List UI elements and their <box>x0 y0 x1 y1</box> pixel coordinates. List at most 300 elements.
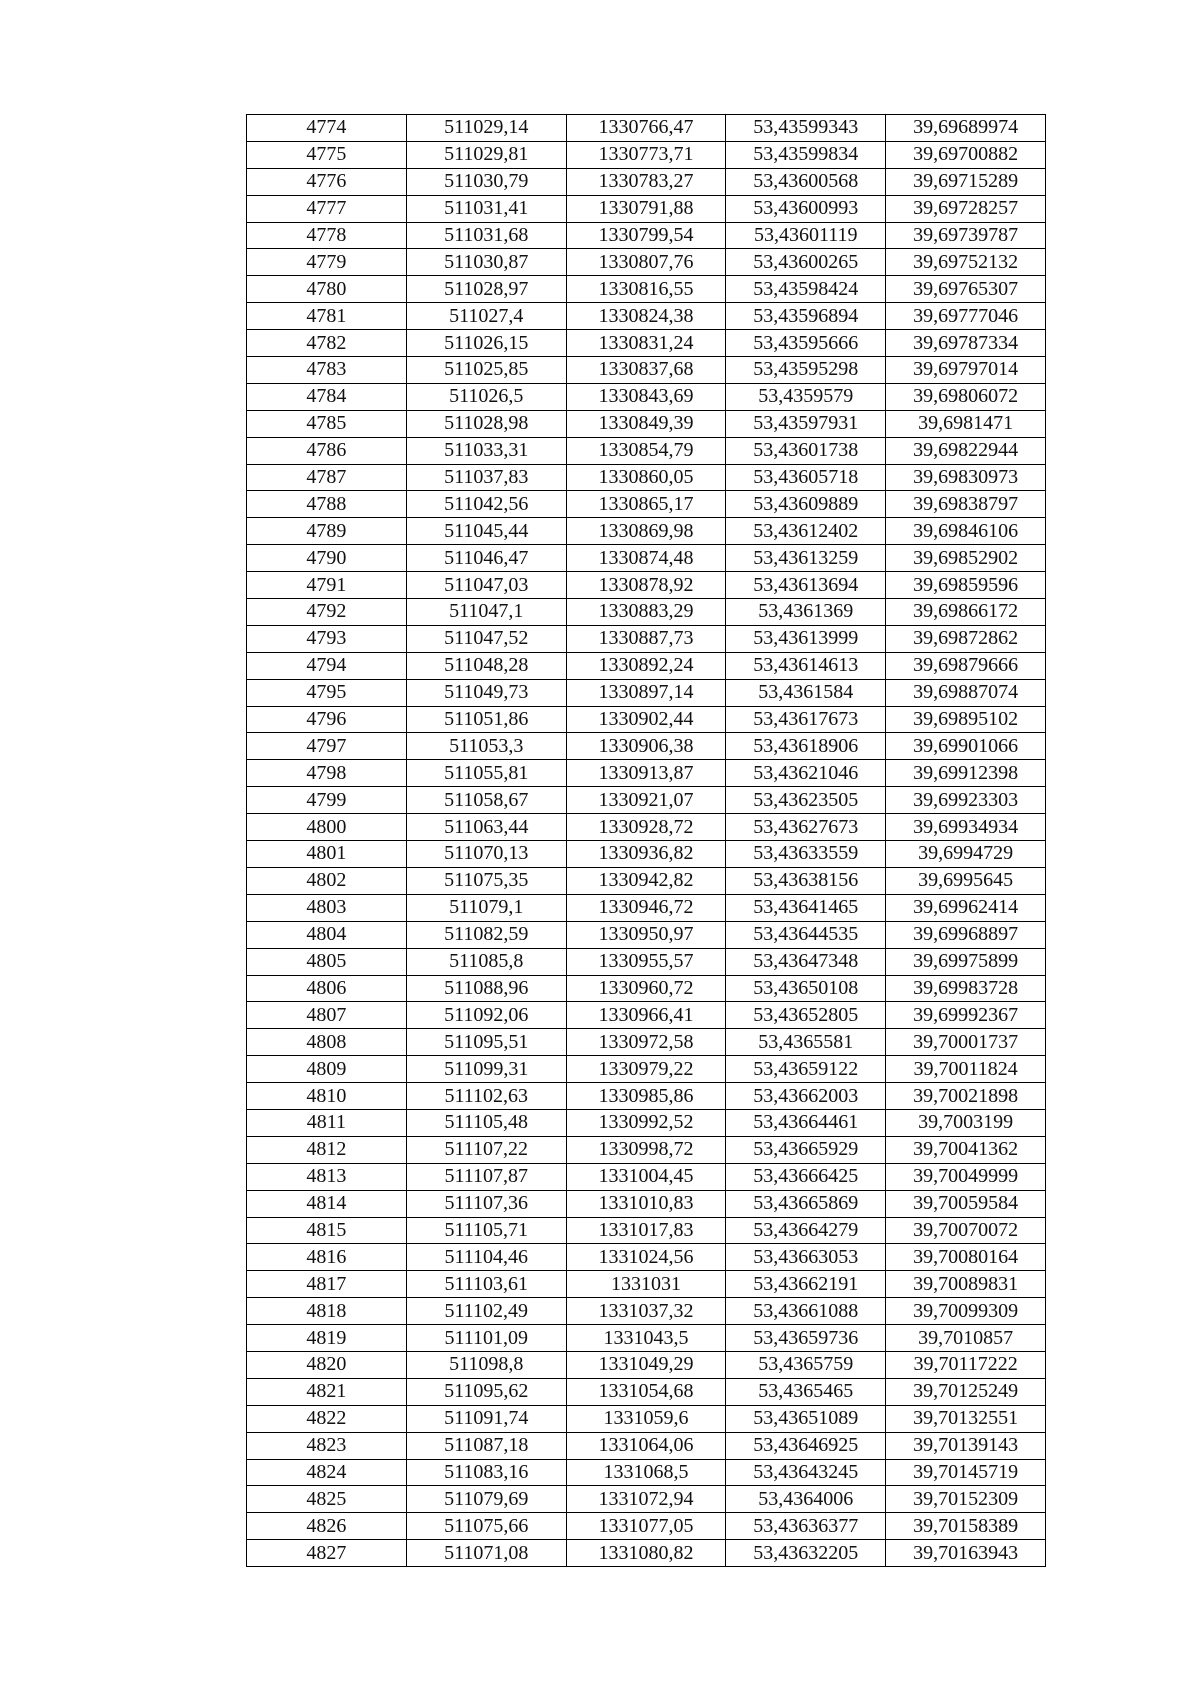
point-number-cell: 4796 <box>247 706 407 733</box>
longitude-cell: 39,69859596 <box>886 572 1046 599</box>
latitude-cell: 53,43613694 <box>726 572 886 599</box>
point-number-cell: 4824 <box>247 1459 407 1486</box>
latitude-cell: 53,43651089 <box>726 1405 886 1432</box>
x-coordinate-cell: 511033,31 <box>406 437 566 464</box>
longitude-cell: 39,69852902 <box>886 545 1046 572</box>
table-row <box>247 1083 1046 1110</box>
point-number-cell: 4790 <box>247 545 407 572</box>
x-coordinate-cell: 511028,98 <box>406 410 566 437</box>
x-coordinate-cell: 511037,83 <box>406 464 566 491</box>
x-coordinate-cell: 511104,46 <box>406 1244 566 1271</box>
y-coordinate-cell: 1330966,41 <box>566 1002 726 1029</box>
point-number-cell: 4794 <box>247 652 407 679</box>
point-number-cell: 4818 <box>247 1298 407 1325</box>
point-number-cell: 4789 <box>247 518 407 545</box>
y-coordinate-cell: 1331031 <box>566 1271 726 1298</box>
table-row <box>247 1432 1046 1459</box>
x-coordinate-cell: 511101,09 <box>406 1325 566 1352</box>
table-row <box>247 276 1046 303</box>
y-coordinate-cell: 1330816,55 <box>566 276 726 303</box>
longitude-cell: 39,69787334 <box>886 330 1046 357</box>
longitude-cell: 39,7010857 <box>886 1325 1046 1352</box>
longitude-cell: 39,69887074 <box>886 679 1046 706</box>
y-coordinate-cell: 1330946,72 <box>566 894 726 921</box>
point-number-cell: 4827 <box>247 1540 407 1567</box>
latitude-cell: 53,43601119 <box>726 222 886 249</box>
table-row <box>247 545 1046 572</box>
longitude-cell: 39,70059584 <box>886 1190 1046 1217</box>
point-number-cell: 4805 <box>247 948 407 975</box>
table-row <box>247 948 1046 975</box>
x-coordinate-cell: 511087,18 <box>406 1432 566 1459</box>
longitude-cell: 39,7003199 <box>886 1109 1046 1136</box>
latitude-cell: 53,43595298 <box>726 357 886 384</box>
latitude-cell: 53,43636377 <box>726 1513 886 1540</box>
table-row <box>247 491 1046 518</box>
x-coordinate-cell: 511099,31 <box>406 1056 566 1083</box>
table-row <box>247 1244 1046 1271</box>
latitude-cell: 53,43617673 <box>726 706 886 733</box>
table-row <box>247 1378 1046 1405</box>
latitude-cell: 53,43618906 <box>726 733 886 760</box>
latitude-cell: 53,43601738 <box>726 437 886 464</box>
y-coordinate-cell: 1330824,38 <box>566 303 726 330</box>
y-coordinate-cell: 1330921,07 <box>566 787 726 814</box>
x-coordinate-cell: 511070,13 <box>406 841 566 868</box>
latitude-cell: 53,4361584 <box>726 679 886 706</box>
table-row <box>247 1405 1046 1432</box>
x-coordinate-cell: 511107,22 <box>406 1136 566 1163</box>
longitude-cell: 39,70080164 <box>886 1244 1046 1271</box>
latitude-cell: 53,4359579 <box>726 383 886 410</box>
table-row <box>247 518 1046 545</box>
x-coordinate-cell: 511045,44 <box>406 518 566 545</box>
point-number-cell: 4775 <box>247 141 407 168</box>
table-row <box>247 1136 1046 1163</box>
x-coordinate-cell: 511026,5 <box>406 383 566 410</box>
point-number-cell: 4780 <box>247 276 407 303</box>
x-coordinate-cell: 511026,15 <box>406 330 566 357</box>
y-coordinate-cell: 1330799,54 <box>566 222 726 249</box>
y-coordinate-cell: 1330902,44 <box>566 706 726 733</box>
y-coordinate-cell: 1331024,56 <box>566 1244 726 1271</box>
x-coordinate-cell: 511082,59 <box>406 921 566 948</box>
longitude-cell: 39,69830973 <box>886 464 1046 491</box>
latitude-cell: 53,43662003 <box>726 1083 886 1110</box>
x-coordinate-cell: 511028,97 <box>406 276 566 303</box>
table-row <box>247 652 1046 679</box>
latitude-cell: 53,43641465 <box>726 894 886 921</box>
latitude-cell: 53,4364006 <box>726 1486 886 1513</box>
y-coordinate-cell: 1330998,72 <box>566 1136 726 1163</box>
latitude-cell: 53,4365465 <box>726 1378 886 1405</box>
point-number-cell: 4784 <box>247 383 407 410</box>
longitude-cell: 39,69872862 <box>886 625 1046 652</box>
y-coordinate-cell: 1330928,72 <box>566 814 726 841</box>
latitude-cell: 53,43664279 <box>726 1217 886 1244</box>
table-row <box>247 921 1046 948</box>
longitude-cell: 39,69715289 <box>886 168 1046 195</box>
point-number-cell: 4793 <box>247 625 407 652</box>
table-row <box>247 141 1046 168</box>
point-number-cell: 4816 <box>247 1244 407 1271</box>
longitude-cell: 39,70125249 <box>886 1378 1046 1405</box>
point-number-cell: 4814 <box>247 1190 407 1217</box>
point-number-cell: 4825 <box>247 1486 407 1513</box>
x-coordinate-cell: 511088,96 <box>406 975 566 1002</box>
x-coordinate-cell: 511105,71 <box>406 1217 566 1244</box>
y-coordinate-cell: 1330860,05 <box>566 464 726 491</box>
point-number-cell: 4807 <box>247 1002 407 1029</box>
longitude-cell: 39,69983728 <box>886 975 1046 1002</box>
y-coordinate-cell: 1330766,47 <box>566 115 726 142</box>
y-coordinate-cell: 1330913,87 <box>566 760 726 787</box>
longitude-cell: 39,69923303 <box>886 787 1046 814</box>
point-number-cell: 4810 <box>247 1083 407 1110</box>
longitude-cell: 39,70132551 <box>886 1405 1046 1432</box>
x-coordinate-cell: 511029,14 <box>406 115 566 142</box>
table-row <box>247 1351 1046 1378</box>
point-number-cell: 4788 <box>247 491 407 518</box>
point-number-cell: 4792 <box>247 599 407 626</box>
longitude-cell: 39,70099309 <box>886 1298 1046 1325</box>
point-number-cell: 4822 <box>247 1405 407 1432</box>
x-coordinate-cell: 511027,4 <box>406 303 566 330</box>
longitude-cell: 39,70139143 <box>886 1432 1046 1459</box>
latitude-cell: 53,4361369 <box>726 599 886 626</box>
longitude-cell: 39,70070072 <box>886 1217 1046 1244</box>
y-coordinate-cell: 1330955,57 <box>566 948 726 975</box>
x-coordinate-cell: 511107,36 <box>406 1190 566 1217</box>
y-coordinate-cell: 1330854,79 <box>566 437 726 464</box>
y-coordinate-cell: 1331080,82 <box>566 1540 726 1567</box>
longitude-cell: 39,69777046 <box>886 303 1046 330</box>
point-number-cell: 4778 <box>247 222 407 249</box>
point-number-cell: 4812 <box>247 1136 407 1163</box>
x-coordinate-cell: 511079,69 <box>406 1486 566 1513</box>
longitude-cell: 39,70001737 <box>886 1029 1046 1056</box>
y-coordinate-cell: 1330942,82 <box>566 867 726 894</box>
y-coordinate-cell: 1331064,06 <box>566 1432 726 1459</box>
point-number-cell: 4804 <box>247 921 407 948</box>
point-number-cell: 4774 <box>247 115 407 142</box>
longitude-cell: 39,69962414 <box>886 894 1046 921</box>
table-row <box>247 1513 1046 1540</box>
point-number-cell: 4782 <box>247 330 407 357</box>
latitude-cell: 53,43599343 <box>726 115 886 142</box>
x-coordinate-cell: 511079,1 <box>406 894 566 921</box>
latitude-cell: 53,43665929 <box>726 1136 886 1163</box>
latitude-cell: 53,43612402 <box>726 518 886 545</box>
longitude-cell: 39,69968897 <box>886 921 1046 948</box>
longitude-cell: 39,69846106 <box>886 518 1046 545</box>
longitude-cell: 39,69866172 <box>886 599 1046 626</box>
table-row <box>247 1271 1046 1298</box>
y-coordinate-cell: 1331068,5 <box>566 1459 726 1486</box>
y-coordinate-cell: 1330807,76 <box>566 249 726 276</box>
point-number-cell: 4801 <box>247 841 407 868</box>
point-number-cell: 4821 <box>247 1378 407 1405</box>
table-row <box>247 572 1046 599</box>
point-number-cell: 4815 <box>247 1217 407 1244</box>
point-number-cell: 4797 <box>247 733 407 760</box>
table-row <box>247 383 1046 410</box>
x-coordinate-cell: 511091,74 <box>406 1405 566 1432</box>
latitude-cell: 53,43599834 <box>726 141 886 168</box>
longitude-cell: 39,70089831 <box>886 1271 1046 1298</box>
x-coordinate-cell: 511047,1 <box>406 599 566 626</box>
x-coordinate-cell: 511098,8 <box>406 1351 566 1378</box>
y-coordinate-cell: 1330883,29 <box>566 599 726 626</box>
point-number-cell: 4811 <box>247 1109 407 1136</box>
x-coordinate-cell: 511102,49 <box>406 1298 566 1325</box>
x-coordinate-cell: 511029,81 <box>406 141 566 168</box>
point-number-cell: 4785 <box>247 410 407 437</box>
table-row <box>247 1056 1046 1083</box>
table-row <box>247 303 1046 330</box>
y-coordinate-cell: 1330831,24 <box>566 330 726 357</box>
latitude-cell: 53,43597931 <box>726 410 886 437</box>
x-coordinate-cell: 511075,35 <box>406 867 566 894</box>
x-coordinate-cell: 511042,56 <box>406 491 566 518</box>
table-row <box>247 437 1046 464</box>
table-row <box>247 841 1046 868</box>
point-number-cell: 4823 <box>247 1432 407 1459</box>
point-number-cell: 4819 <box>247 1325 407 1352</box>
longitude-cell: 39,69895102 <box>886 706 1046 733</box>
longitude-cell: 39,69752132 <box>886 249 1046 276</box>
table-row <box>247 867 1046 894</box>
table-row <box>247 679 1046 706</box>
y-coordinate-cell: 1330887,73 <box>566 625 726 652</box>
latitude-cell: 53,43598424 <box>726 276 886 303</box>
longitude-cell: 39,69689974 <box>886 115 1046 142</box>
latitude-cell: 53,43600265 <box>726 249 886 276</box>
point-number-cell: 4806 <box>247 975 407 1002</box>
y-coordinate-cell: 1330874,48 <box>566 545 726 572</box>
longitude-cell: 39,70163943 <box>886 1540 1046 1567</box>
x-coordinate-cell: 511058,67 <box>406 787 566 814</box>
longitude-cell: 39,69806072 <box>886 383 1046 410</box>
latitude-cell: 53,43613999 <box>726 625 886 652</box>
point-number-cell: 4791 <box>247 572 407 599</box>
point-number-cell: 4808 <box>247 1029 407 1056</box>
longitude-cell: 39,70152309 <box>886 1486 1046 1513</box>
point-number-cell: 4799 <box>247 787 407 814</box>
table-row <box>247 894 1046 921</box>
table-row <box>247 1109 1046 1136</box>
x-coordinate-cell: 511025,85 <box>406 357 566 384</box>
x-coordinate-cell: 511075,66 <box>406 1513 566 1540</box>
x-coordinate-cell: 511105,48 <box>406 1109 566 1136</box>
point-number-cell: 4817 <box>247 1271 407 1298</box>
x-coordinate-cell: 511047,52 <box>406 625 566 652</box>
point-number-cell: 4803 <box>247 894 407 921</box>
latitude-cell: 53,43644535 <box>726 921 886 948</box>
longitude-cell: 39,69912398 <box>886 760 1046 787</box>
latitude-cell: 53,43595666 <box>726 330 886 357</box>
point-number-cell: 4786 <box>247 437 407 464</box>
y-coordinate-cell: 1331043,5 <box>566 1325 726 1352</box>
point-number-cell: 4787 <box>247 464 407 491</box>
x-coordinate-cell: 511103,61 <box>406 1271 566 1298</box>
x-coordinate-cell: 511055,81 <box>406 760 566 787</box>
longitude-cell: 39,69822944 <box>886 437 1046 464</box>
table-row <box>247 1217 1046 1244</box>
latitude-cell: 53,43609889 <box>726 491 886 518</box>
y-coordinate-cell: 1331049,29 <box>566 1351 726 1378</box>
y-coordinate-cell: 1331010,83 <box>566 1190 726 1217</box>
longitude-cell: 39,70049999 <box>886 1163 1046 1190</box>
latitude-cell: 53,43661088 <box>726 1298 886 1325</box>
x-coordinate-cell: 511051,86 <box>406 706 566 733</box>
x-coordinate-cell: 511031,41 <box>406 195 566 222</box>
longitude-cell: 39,69901066 <box>886 733 1046 760</box>
latitude-cell: 53,43646925 <box>726 1432 886 1459</box>
y-coordinate-cell: 1330906,38 <box>566 733 726 760</box>
latitude-cell: 53,43600993 <box>726 195 886 222</box>
x-coordinate-cell: 511095,62 <box>406 1378 566 1405</box>
point-number-cell: 4813 <box>247 1163 407 1190</box>
longitude-cell: 39,6995645 <box>886 867 1046 894</box>
table-row <box>247 464 1046 491</box>
table-row <box>247 222 1046 249</box>
y-coordinate-cell: 1330985,86 <box>566 1083 726 1110</box>
longitude-cell: 39,6981471 <box>886 410 1046 437</box>
longitude-cell: 39,69765307 <box>886 276 1046 303</box>
y-coordinate-cell: 1330783,27 <box>566 168 726 195</box>
table-row <box>247 357 1046 384</box>
table-row <box>247 625 1046 652</box>
latitude-cell: 53,43664461 <box>726 1109 886 1136</box>
latitude-cell: 53,43614613 <box>726 652 886 679</box>
longitude-cell: 39,69700882 <box>886 141 1046 168</box>
y-coordinate-cell: 1330979,22 <box>566 1056 726 1083</box>
x-coordinate-cell: 511095,51 <box>406 1029 566 1056</box>
longitude-cell: 39,70021898 <box>886 1083 1046 1110</box>
longitude-cell: 39,69992367 <box>886 1002 1046 1029</box>
latitude-cell: 53,43659122 <box>726 1056 886 1083</box>
table-row <box>247 195 1046 222</box>
table-row <box>247 1486 1046 1513</box>
y-coordinate-cell: 1330878,92 <box>566 572 726 599</box>
x-coordinate-cell: 511092,06 <box>406 1002 566 1029</box>
table-row <box>247 1298 1046 1325</box>
x-coordinate-cell: 511071,08 <box>406 1540 566 1567</box>
point-number-cell: 4777 <box>247 195 407 222</box>
latitude-cell: 53,43638156 <box>726 867 886 894</box>
longitude-cell: 39,70011824 <box>886 1056 1046 1083</box>
latitude-cell: 53,43627673 <box>726 814 886 841</box>
point-number-cell: 4826 <box>247 1513 407 1540</box>
y-coordinate-cell: 1331059,6 <box>566 1405 726 1432</box>
y-coordinate-cell: 1330892,24 <box>566 652 726 679</box>
point-number-cell: 4779 <box>247 249 407 276</box>
y-coordinate-cell: 1330791,88 <box>566 195 726 222</box>
y-coordinate-cell: 1330843,69 <box>566 383 726 410</box>
longitude-cell: 39,69838797 <box>886 491 1046 518</box>
longitude-cell: 39,69934934 <box>886 814 1046 841</box>
table-row <box>247 814 1046 841</box>
y-coordinate-cell: 1331077,05 <box>566 1513 726 1540</box>
point-number-cell: 4809 <box>247 1056 407 1083</box>
table-row <box>247 115 1046 142</box>
latitude-cell: 53,43623505 <box>726 787 886 814</box>
y-coordinate-cell: 1330849,39 <box>566 410 726 437</box>
y-coordinate-cell: 1331072,94 <box>566 1486 726 1513</box>
x-coordinate-cell: 511047,03 <box>406 572 566 599</box>
y-coordinate-cell: 1330869,98 <box>566 518 726 545</box>
latitude-cell: 53,43652805 <box>726 1002 886 1029</box>
x-coordinate-cell: 511063,44 <box>406 814 566 841</box>
longitude-cell: 39,6994729 <box>886 841 1046 868</box>
y-coordinate-cell: 1330897,14 <box>566 679 726 706</box>
x-coordinate-cell: 511030,87 <box>406 249 566 276</box>
point-number-cell: 4802 <box>247 867 407 894</box>
table-row <box>247 787 1046 814</box>
y-coordinate-cell: 1330865,17 <box>566 491 726 518</box>
latitude-cell: 53,43643245 <box>726 1459 886 1486</box>
y-coordinate-cell: 1331037,32 <box>566 1298 726 1325</box>
latitude-cell: 53,43596894 <box>726 303 886 330</box>
longitude-cell: 39,70117222 <box>886 1351 1046 1378</box>
y-coordinate-cell: 1330972,58 <box>566 1029 726 1056</box>
longitude-cell: 39,69739787 <box>886 222 1046 249</box>
point-number-cell: 4800 <box>247 814 407 841</box>
longitude-cell: 39,70041362 <box>886 1136 1046 1163</box>
y-coordinate-cell: 1330837,68 <box>566 357 726 384</box>
longitude-cell: 39,69975899 <box>886 948 1046 975</box>
table-row <box>247 975 1046 1002</box>
table-row <box>247 1163 1046 1190</box>
latitude-cell: 53,43633559 <box>726 841 886 868</box>
x-coordinate-cell: 511046,47 <box>406 545 566 572</box>
table-row <box>247 1029 1046 1056</box>
table-row <box>247 1002 1046 1029</box>
latitude-cell: 53,43647348 <box>726 948 886 975</box>
y-coordinate-cell: 1330992,52 <box>566 1109 726 1136</box>
x-coordinate-cell: 511053,3 <box>406 733 566 760</box>
y-coordinate-cell: 1331017,83 <box>566 1217 726 1244</box>
x-coordinate-cell: 511102,63 <box>406 1083 566 1110</box>
y-coordinate-cell: 1331054,68 <box>566 1378 726 1405</box>
latitude-cell: 53,4365581 <box>726 1029 886 1056</box>
point-number-cell: 4798 <box>247 760 407 787</box>
longitude-cell: 39,69879666 <box>886 652 1046 679</box>
latitude-cell: 53,43600568 <box>726 168 886 195</box>
latitude-cell: 53,43662191 <box>726 1271 886 1298</box>
latitude-cell: 53,43663053 <box>726 1244 886 1271</box>
table-row <box>247 706 1046 733</box>
table-row <box>247 1325 1046 1352</box>
latitude-cell: 53,43605718 <box>726 464 886 491</box>
longitude-cell: 39,69797014 <box>886 357 1046 384</box>
coordinates-table <box>246 114 1046 1567</box>
x-coordinate-cell: 511107,87 <box>406 1163 566 1190</box>
point-number-cell: 4783 <box>247 357 407 384</box>
latitude-cell: 53,43613259 <box>726 545 886 572</box>
y-coordinate-cell: 1330773,71 <box>566 141 726 168</box>
table-row <box>247 1190 1046 1217</box>
longitude-cell: 39,70158389 <box>886 1513 1046 1540</box>
table-row <box>247 1459 1046 1486</box>
point-number-cell: 4776 <box>247 168 407 195</box>
table-row <box>247 168 1046 195</box>
coordinates-table-body <box>247 115 1046 1567</box>
table-row <box>247 410 1046 437</box>
y-coordinate-cell: 1330950,97 <box>566 921 726 948</box>
y-coordinate-cell: 1330936,82 <box>566 841 726 868</box>
